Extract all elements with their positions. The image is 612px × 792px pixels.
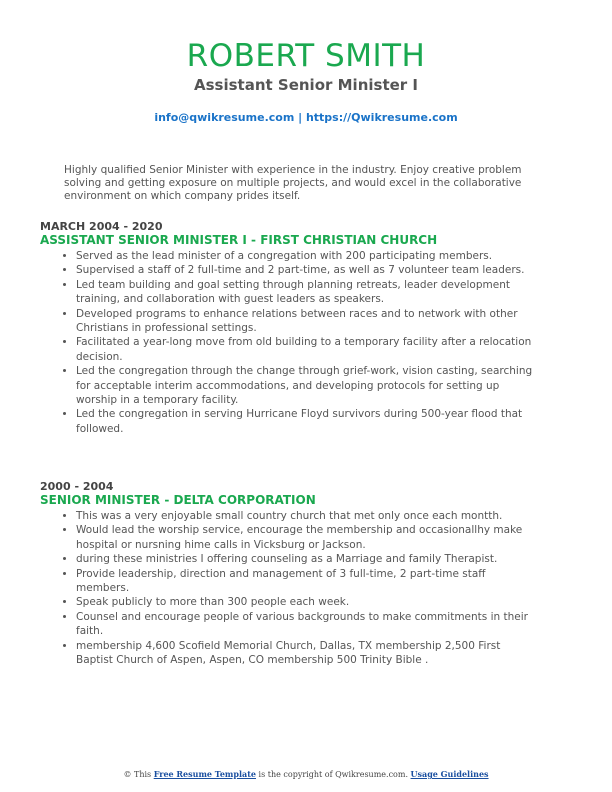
job-bullets — [40, 509, 540, 667]
footer — [0, 769, 612, 779]
candidate-name: ROBERT SMITH — [186, 38, 426, 74]
bullet: • Developed programs to enhance relations between races and to network with other Christians in professional settings. — [76, 307, 540, 336]
bullet: • Led the congregation in serving Hurricane Floyd survivors during 500-year flood that followed. — [76, 407, 540, 436]
job-entry — [40, 220, 540, 436]
candidate-title: Assistant Senior Minister I — [194, 76, 418, 94]
job-role: ASSISTANT SENIOR MINISTER I - FIRST CHRISTIAN CHURCH — [40, 233, 438, 247]
bullet: • Supervised a staff of 2 full-time and 2 part-time, as well as 7 volunteer team leaders. — [76, 263, 540, 277]
summary: Highly qualified Senior Minister with experience in the industry. Enjoy creative problem solving and getting exposure on multiple projects, and would excel in the collaborative environment on which company prides itself. — [64, 164, 522, 202]
footer-copyright: is the copyright of Qwikresume.com. — [258, 770, 408, 779]
bullet: • Provide leadership, direction and management of 3 full-time, 2 part-time staff members. — [76, 567, 540, 596]
job-role: SENIOR MINISTER - DELTA CORPORATION — [40, 493, 316, 507]
bullet: • membership 4,600 Scofield Memorial Church, Dallas, TX membership 2,500 First Baptist Church of Aspen, Aspen, CO membership 500 Trinity Bible . — [76, 639, 540, 668]
bullet: • Would lead the worship service, encourage the membership and occasionallhy make hospital or nursning hime calls in Vicksburg or Jackson. — [76, 523, 540, 552]
bullet: • Served as the lead minister of a congregation with 200 participating members. — [76, 249, 540, 263]
bullet: • Facilitated a year-long move from old building to a temporary facility after a relocation decision. — [76, 335, 540, 364]
usage-guidelines-link[interactable]: Usage Guidelines — [410, 769, 489, 779]
free-resume-template-link[interactable]: Free Resume Template — [153, 769, 256, 779]
footer-prefix: © This — [123, 770, 152, 779]
bullet: • Counsel and encourage people of various backgrounds to make commitments in their faith. — [76, 610, 540, 639]
bullet: • Led team building and goal setting through planning retreats, leader development training, and collaboration with guest leaders as speakers. — [76, 278, 540, 307]
job-entry — [40, 480, 540, 667]
bullet: • Led the congregation through the change through grief-work, vision casting, searching for acceptable interim accommodations, and developing protocols for setting up worship in a temporary facility. — [76, 364, 540, 407]
job-date: 2000 - 2004 — [40, 480, 114, 493]
job-bullets — [40, 249, 540, 436]
bullet: • This was a very enjoyable small country church that met only once each montth. — [76, 509, 540, 523]
bullet: • Speak publicly to more than 300 people each week. — [76, 595, 540, 609]
job-date: MARCH 2004 - 2020 — [40, 220, 163, 233]
contact-info[interactable]: info@qwikresume.com | https://Qwikresume.com — [154, 111, 458, 124]
bullet: • during these ministries I offering counseling as a Marriage and family Therapist. — [76, 552, 540, 566]
